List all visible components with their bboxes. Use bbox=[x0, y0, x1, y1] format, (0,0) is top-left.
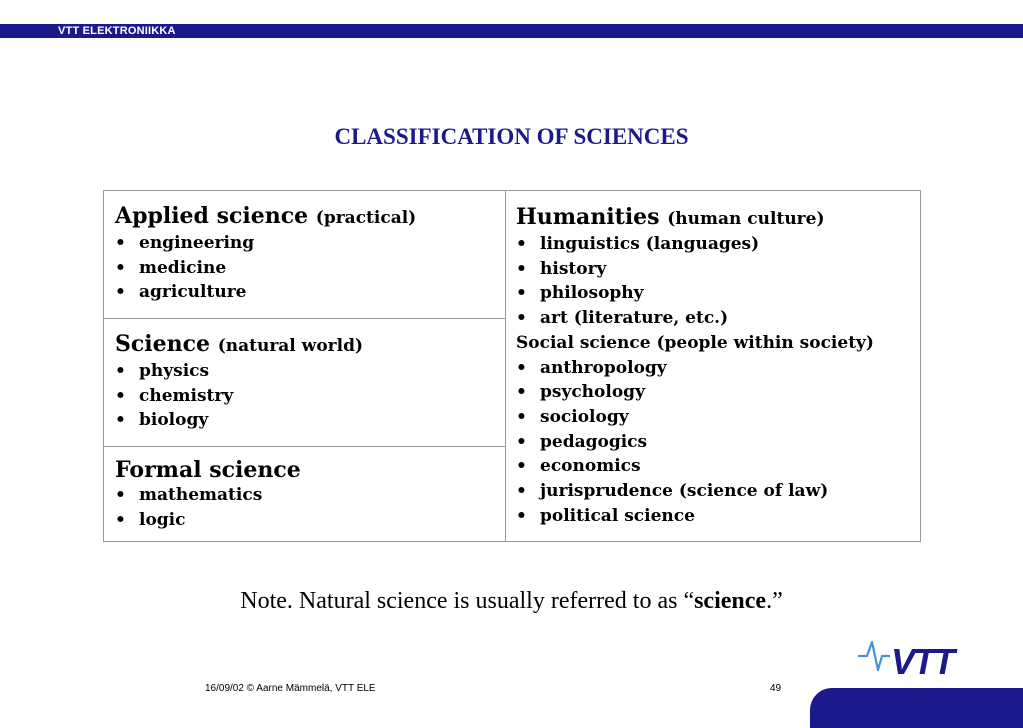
natural-science-cell bbox=[104, 319, 506, 447]
list-item: • engineering bbox=[115, 231, 505, 256]
formal-science-title: Formal science bbox=[115, 457, 301, 483]
natural-science-subtitle: (natural world) bbox=[217, 336, 363, 356]
list-item: • chemistry bbox=[115, 384, 505, 409]
header-bar bbox=[0, 24, 1023, 38]
list-item: • sociology bbox=[516, 405, 920, 430]
formal-science-list bbox=[115, 483, 505, 532]
note-prefix: Note. Natural science is usually referred to as “ bbox=[240, 588, 695, 614]
note-suffix: .” bbox=[766, 588, 783, 614]
note-emphasis: science bbox=[694, 588, 767, 614]
applied-science-cell bbox=[104, 191, 506, 319]
humanities-subtitle: (human culture) bbox=[667, 209, 825, 229]
applied-science-heading bbox=[115, 203, 505, 231]
vtt-logo bbox=[857, 636, 977, 683]
list-item: • biology bbox=[115, 408, 505, 433]
formal-science-cell bbox=[104, 447, 506, 541]
page-number: 49 bbox=[770, 683, 782, 694]
applied-science-list bbox=[115, 231, 505, 305]
humanities-list bbox=[516, 232, 920, 331]
applied-science-title: Applied science bbox=[115, 203, 309, 229]
social-science-heading: Social science (people within society) bbox=[516, 332, 874, 353]
list-item: • pedagogics bbox=[516, 430, 920, 455]
note-text bbox=[0, 588, 1023, 615]
vtt-pulse-logo-icon bbox=[857, 636, 977, 678]
footer-corner-shape bbox=[810, 688, 1023, 728]
list-item: • logic bbox=[115, 508, 505, 533]
natural-science-title: Science bbox=[115, 331, 211, 357]
humanities-title: Humanities bbox=[516, 204, 660, 230]
formal-science-heading bbox=[115, 457, 505, 483]
list-item: • art (literature, etc.) bbox=[516, 306, 920, 331]
list-item: • psychology bbox=[516, 380, 920, 405]
humanities-heading bbox=[516, 204, 920, 232]
list-item: • economics bbox=[516, 454, 920, 479]
header-label: VTT ELEKTRONIIKKA bbox=[58, 25, 176, 37]
footer-date-author: 16/09/02 © Aarne Mämmelä, VTT ELE bbox=[205, 683, 376, 694]
list-item: • history bbox=[516, 257, 920, 282]
social-science-list bbox=[516, 356, 920, 529]
list-item: • philosophy bbox=[516, 281, 920, 306]
list-item: • agriculture bbox=[115, 280, 505, 305]
applied-science-subtitle: (practical) bbox=[315, 208, 417, 228]
humanities-cell bbox=[506, 191, 920, 541]
list-item: • jurisprudence (science of law) bbox=[516, 479, 920, 504]
logo-text: VTT bbox=[891, 641, 953, 678]
list-item: • mathematics bbox=[115, 483, 505, 508]
page-title: CLASSIFICATION OF SCIENCES bbox=[334, 124, 689, 149]
classification-table bbox=[103, 190, 921, 542]
list-item: • medicine bbox=[115, 256, 505, 281]
list-item: • linguistics (languages) bbox=[516, 232, 920, 257]
list-item: • political science bbox=[516, 504, 920, 529]
natural-science-list bbox=[115, 359, 505, 433]
list-item: • physics bbox=[115, 359, 505, 384]
list-item: • anthropology bbox=[516, 356, 920, 381]
natural-science-heading bbox=[115, 331, 505, 359]
